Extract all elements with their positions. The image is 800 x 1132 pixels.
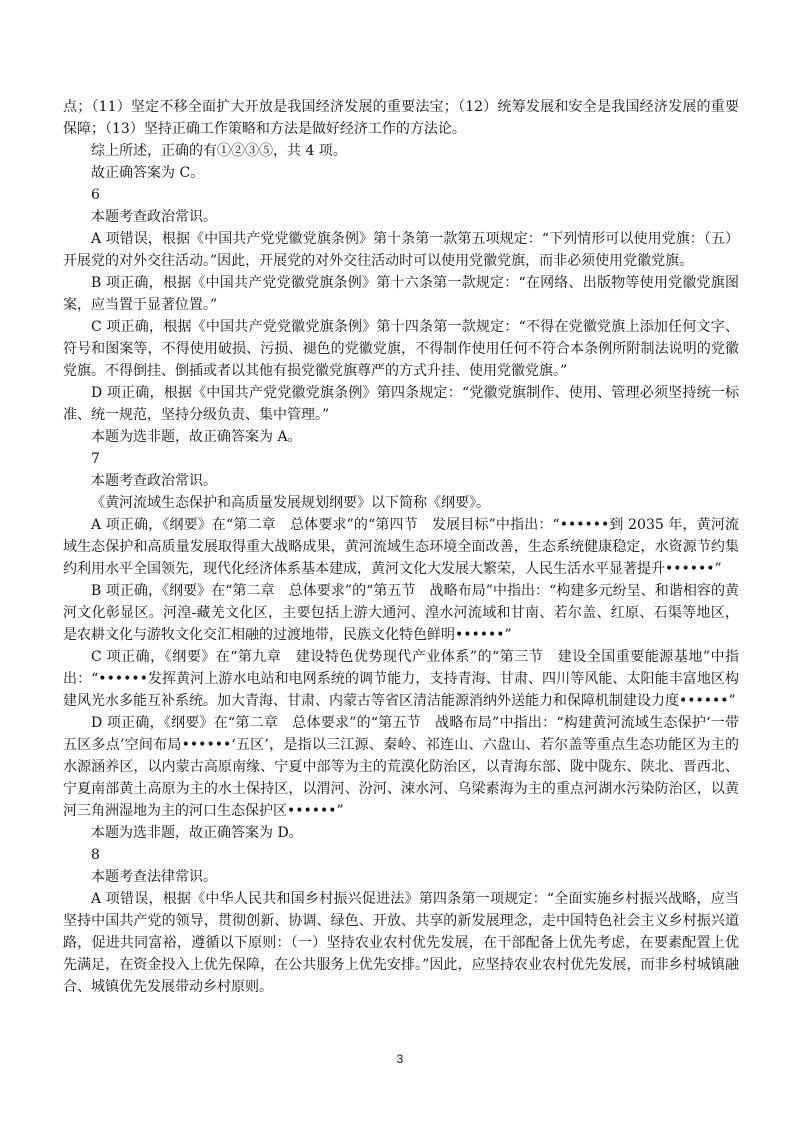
- page-number: 3: [396, 1052, 404, 1066]
- paragraph: B 项正确，根据《中国共产党党徽党旗条例》第十六条第一款规定：“在网络、出版物等使用党徽党旗图案，应当置于显著位置。”: [63, 275, 739, 313]
- paragraph: 本题为选非题，故正确答案为 D。: [91, 825, 303, 841]
- paragraph: 故正确答案为 C。: [91, 165, 205, 181]
- paragraph: A 项错误，根据《中国共产党党徽党旗条例》第十条第一款第五项规定：“下列情形可以使用党旗：（五）开展党的对外交往活动。”因此，开展党的对外交往活动时可以使用党徽党旗，而非必须使用党徽党旗。: [63, 231, 739, 269]
- paragraph: D 项正确，《纲要》在“第二章 总体要求”的“第五节 战略布局”中指出：“构建黄河流域生态保护‘一带五区多点’空间布局••••••‘五区’，是指以三江源、秦岭、祁连山、六盘山、若尔盖等重点生态功能区为主的水源涵养区，以内蒙古高原南缘、宁夏中部等为主的荒漠化防治区，以青海东部、陇中陇东、陕北、晋西北、宁夏南部黄土高原为主的水土保持区，以渭河、汾河、涑水河、乌梁素海为主的重点河湖水污染防治区，以黄河三角洲湿地为主的河口生态保护区••••••”: [63, 715, 739, 819]
- paragraph: 8: [91, 847, 100, 863]
- paragraph: 《黄河流域生态保护和高质量发展规划纲要》以下简称《纲要》。: [91, 495, 490, 511]
- paragraph: 本题考查政治常识。: [91, 209, 217, 225]
- paragraph: 本题考查法律常识。: [91, 869, 217, 885]
- paragraph: 点；（11）坚定不移全面扩大开放是我国经济发展的重要法宝；（12）统筹发展和安全是我国经济发展的重要保障；（13）坚持正确工作策略和方法是做好经济工作的方法论。: [63, 99, 739, 137]
- document-body: [63, 96, 739, 998]
- paragraph: 6: [91, 187, 100, 203]
- paragraph: 本题为选非题，故正确答案为 A。: [91, 429, 302, 445]
- paragraph: B 项正确，《纲要》在“第二章 总体要求”的“第五节 战略布局”中指出：“构建多元纷呈、和谐相容的黄河文化彰显区。河湟-藏羌文化区，主要包括上游大通河、湟水河流域和甘南、若尔盖、红原、石渠等地区，是农耕文化与游牧文化交汇相融的过渡地带，民族文化特色鲜明••••••”: [63, 583, 739, 643]
- paragraph: 本题考查政治常识。: [91, 473, 217, 489]
- paragraph: C 项正确，《纲要》在“第九章 建设特色优势现代产业体系”的“第三节 建设全国重要能源基地”中指出：“••••••发挥黄河上游水电站和电网系统的调节能力，支持青海、甘肃、四川等风能、太阳能丰富地区构建风光水多能互补系统。加大青海、甘肃、内蒙古等省区清洁能源消纳外送能力和保障机制建设力度••••••”: [63, 649, 739, 709]
- paragraph: A 项正确，《纲要》在“第二章 总体要求”的“第四节 发展目标”中指出：“••••••到 2035 年，黄河流域生态保护和高质量发展取得重大战略成果，黄河流域生态环境全面改善，生态系统健康稳定，水资源节约集约利用水平全国领先，现代化经济体系基本建成，黄河文化大发展大繁荣，人民生活水平显著提升••••••”: [63, 517, 739, 577]
- paragraph: D 项正确，根据《中国共产党党徽党旗条例》第四条规定：“党徽党旗制作、使用、管理必须坚持统一标准、统一规范，坚持分级负责、集中管理。”: [63, 385, 739, 423]
- paragraph: 综上所述，正确的有①②③⑤，共 4 项。: [91, 143, 347, 159]
- paragraph: 7: [91, 451, 100, 467]
- paragraph: C 项正确，根据《中国共产党党徽党旗条例》第十四条第一款规定：“不得在党徽党旗上添加任何文字、符号和图案等，不得使用破损、污损、褪色的党徽党旗，不得制作使用任何不符合本条例所附制法说明的党徽党旗。不得倒挂、倒插或者以其他有损党徽党旗尊严的方式升挂、使用党徽党旗。”: [63, 319, 739, 379]
- paragraph: A 项错误，根据《中华人民共和国乡村振兴促进法》第四条第一项规定：“全面实施乡村振兴战略，应当坚持中国共产党的领导，贯彻创新、协调、绿色、开放、共享的新发展理念，走中国特色社会主义乡村振兴道路，促进共同富裕，遵循以下原则：（一）坚持农业农村优先发展，在干部配备上优先考虑，在要素配置上优先满足，在资金投入上优先保障，在公共服务上优先安排。”因此，应坚持农业农村优先发展，而非乡村城镇融合、城镇优先发展带动乡村原则。: [63, 891, 739, 995]
